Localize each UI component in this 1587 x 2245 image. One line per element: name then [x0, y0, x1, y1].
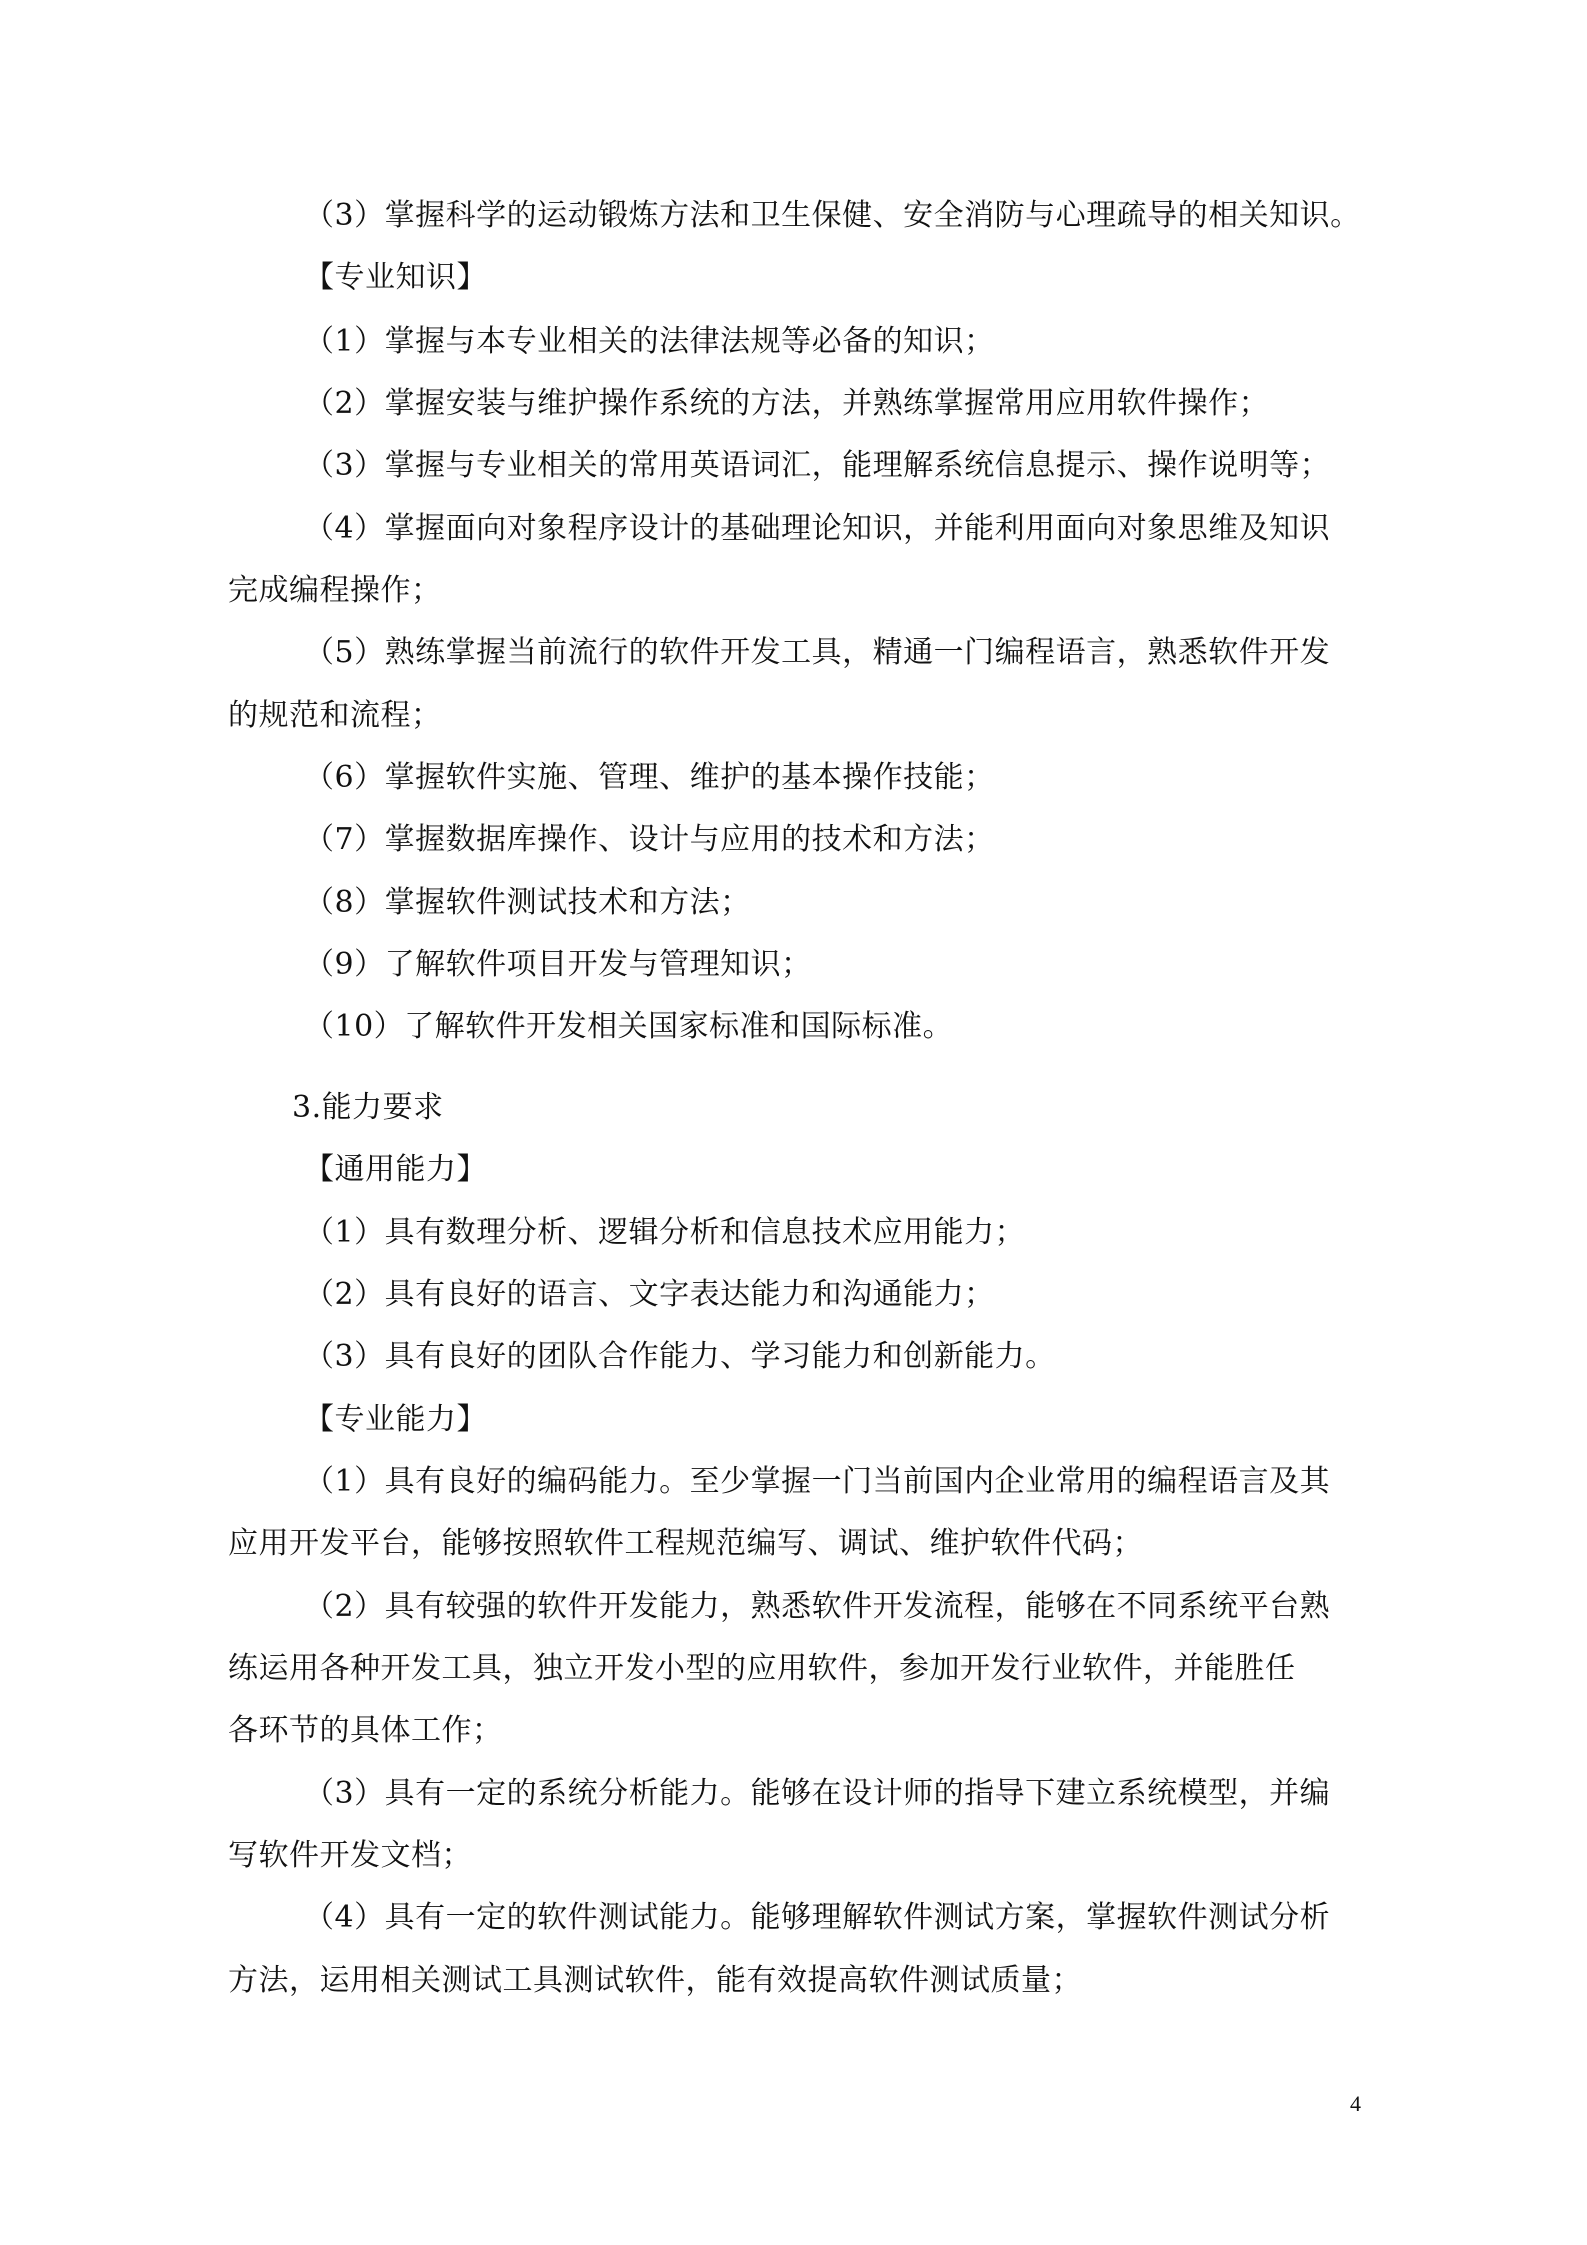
general-ability-title: 【通用能力】 [304, 1152, 487, 1187]
professional-knowledge-item-2: （2）掌握安装与维护操作系统的方法，并熟练掌握常用应用软件操作； [304, 386, 1270, 421]
professional-knowledge-item-9: （9）了解软件项目开发与管理知识； [304, 947, 812, 982]
professional-ability-item-3-line-1: （3）具有一定的系统分析能力。能够在设计师的指导下建立系统模型，并编 [304, 1776, 1331, 1811]
ability-heading: 3.能力要求 [292, 1090, 444, 1125]
professional-knowledge-item-8: （8）掌握软件测试技术和方法； [304, 885, 751, 920]
professional-ability-title: 【专业能力】 [304, 1402, 487, 1437]
professional-knowledge-item-7: （7）掌握数据库操作、设计与应用的技术和方法； [304, 822, 995, 857]
professional-ability-item-4-line-2: 方法，运用相关测试工具测试软件，能有效提高软件测试质量； [228, 1963, 1082, 1998]
professional-ability-item-4-line-1: （4）具有一定的软件测试能力。能够理解软件测试方案，掌握软件测试分析 [304, 1900, 1331, 1935]
professional-knowledge-item-10: （10）了解软件开发相关国家标准和国际标准。 [304, 1009, 954, 1044]
professional-knowledge-item-1: （1）掌握与本专业相关的法律法规等必备的知识； [304, 324, 995, 359]
professional-ability-item-2-line-3: 各环节的具体工作； [228, 1713, 503, 1748]
professional-knowledge-item-5-line-1: （5）熟练掌握当前流行的软件开发工具，精通一门编程语言，熟悉软件开发 [304, 635, 1331, 670]
professional-ability-item-3-line-2: 写软件开发文档； [228, 1838, 472, 1873]
professional-knowledge-item-5-line-2: 的规范和流程； [228, 698, 442, 733]
professional-knowledge-title: 【专业知识】 [304, 260, 487, 295]
general-ability-item-3: （3）具有良好的团队合作能力、学习能力和创新能力。 [304, 1339, 1056, 1374]
professional-knowledge-item-4-line-1: （4）掌握面向对象程序设计的基础理论知识，并能利用面向对象思维及知识 [304, 511, 1331, 546]
professional-ability-item-1-line-2: 应用开发平台，能够按照软件工程规范编写、调试、维护软件代码； [228, 1526, 1143, 1561]
general-ability-item-2: （2）具有良好的语言、文字表达能力和沟通能力； [304, 1277, 995, 1312]
professional-ability-item-1-line-1: （1）具有良好的编码能力。至少掌握一门当前国内企业常用的编程语言及其 [304, 1464, 1331, 1499]
professional-knowledge-item-6: （6）掌握软件实施、管理、维护的基本操作技能； [304, 760, 995, 795]
knowledge-item-3: （3）掌握科学的运动锻炼方法和卫生保健、安全消防与心理疏导的相关知识。 [304, 198, 1361, 233]
professional-knowledge-item-3: （3）掌握与专业相关的常用英语词汇，能理解系统信息提示、操作说明等； [304, 448, 1331, 483]
professional-ability-item-2-line-2: 练运用各种开发工具，独立开发小型的应用软件，参加开发行业软件，并能胜任 [228, 1651, 1296, 1686]
general-ability-item-1: （1）具有数理分析、逻辑分析和信息技术应用能力； [304, 1215, 1026, 1250]
professional-knowledge-item-4-line-2: 完成编程操作； [228, 573, 442, 608]
professional-ability-item-2-line-1: （2）具有较强的软件开发能力，熟悉软件开发流程，能够在不同系统平台熟 [304, 1589, 1331, 1624]
page-number: 4 [1350, 2091, 1361, 2116]
